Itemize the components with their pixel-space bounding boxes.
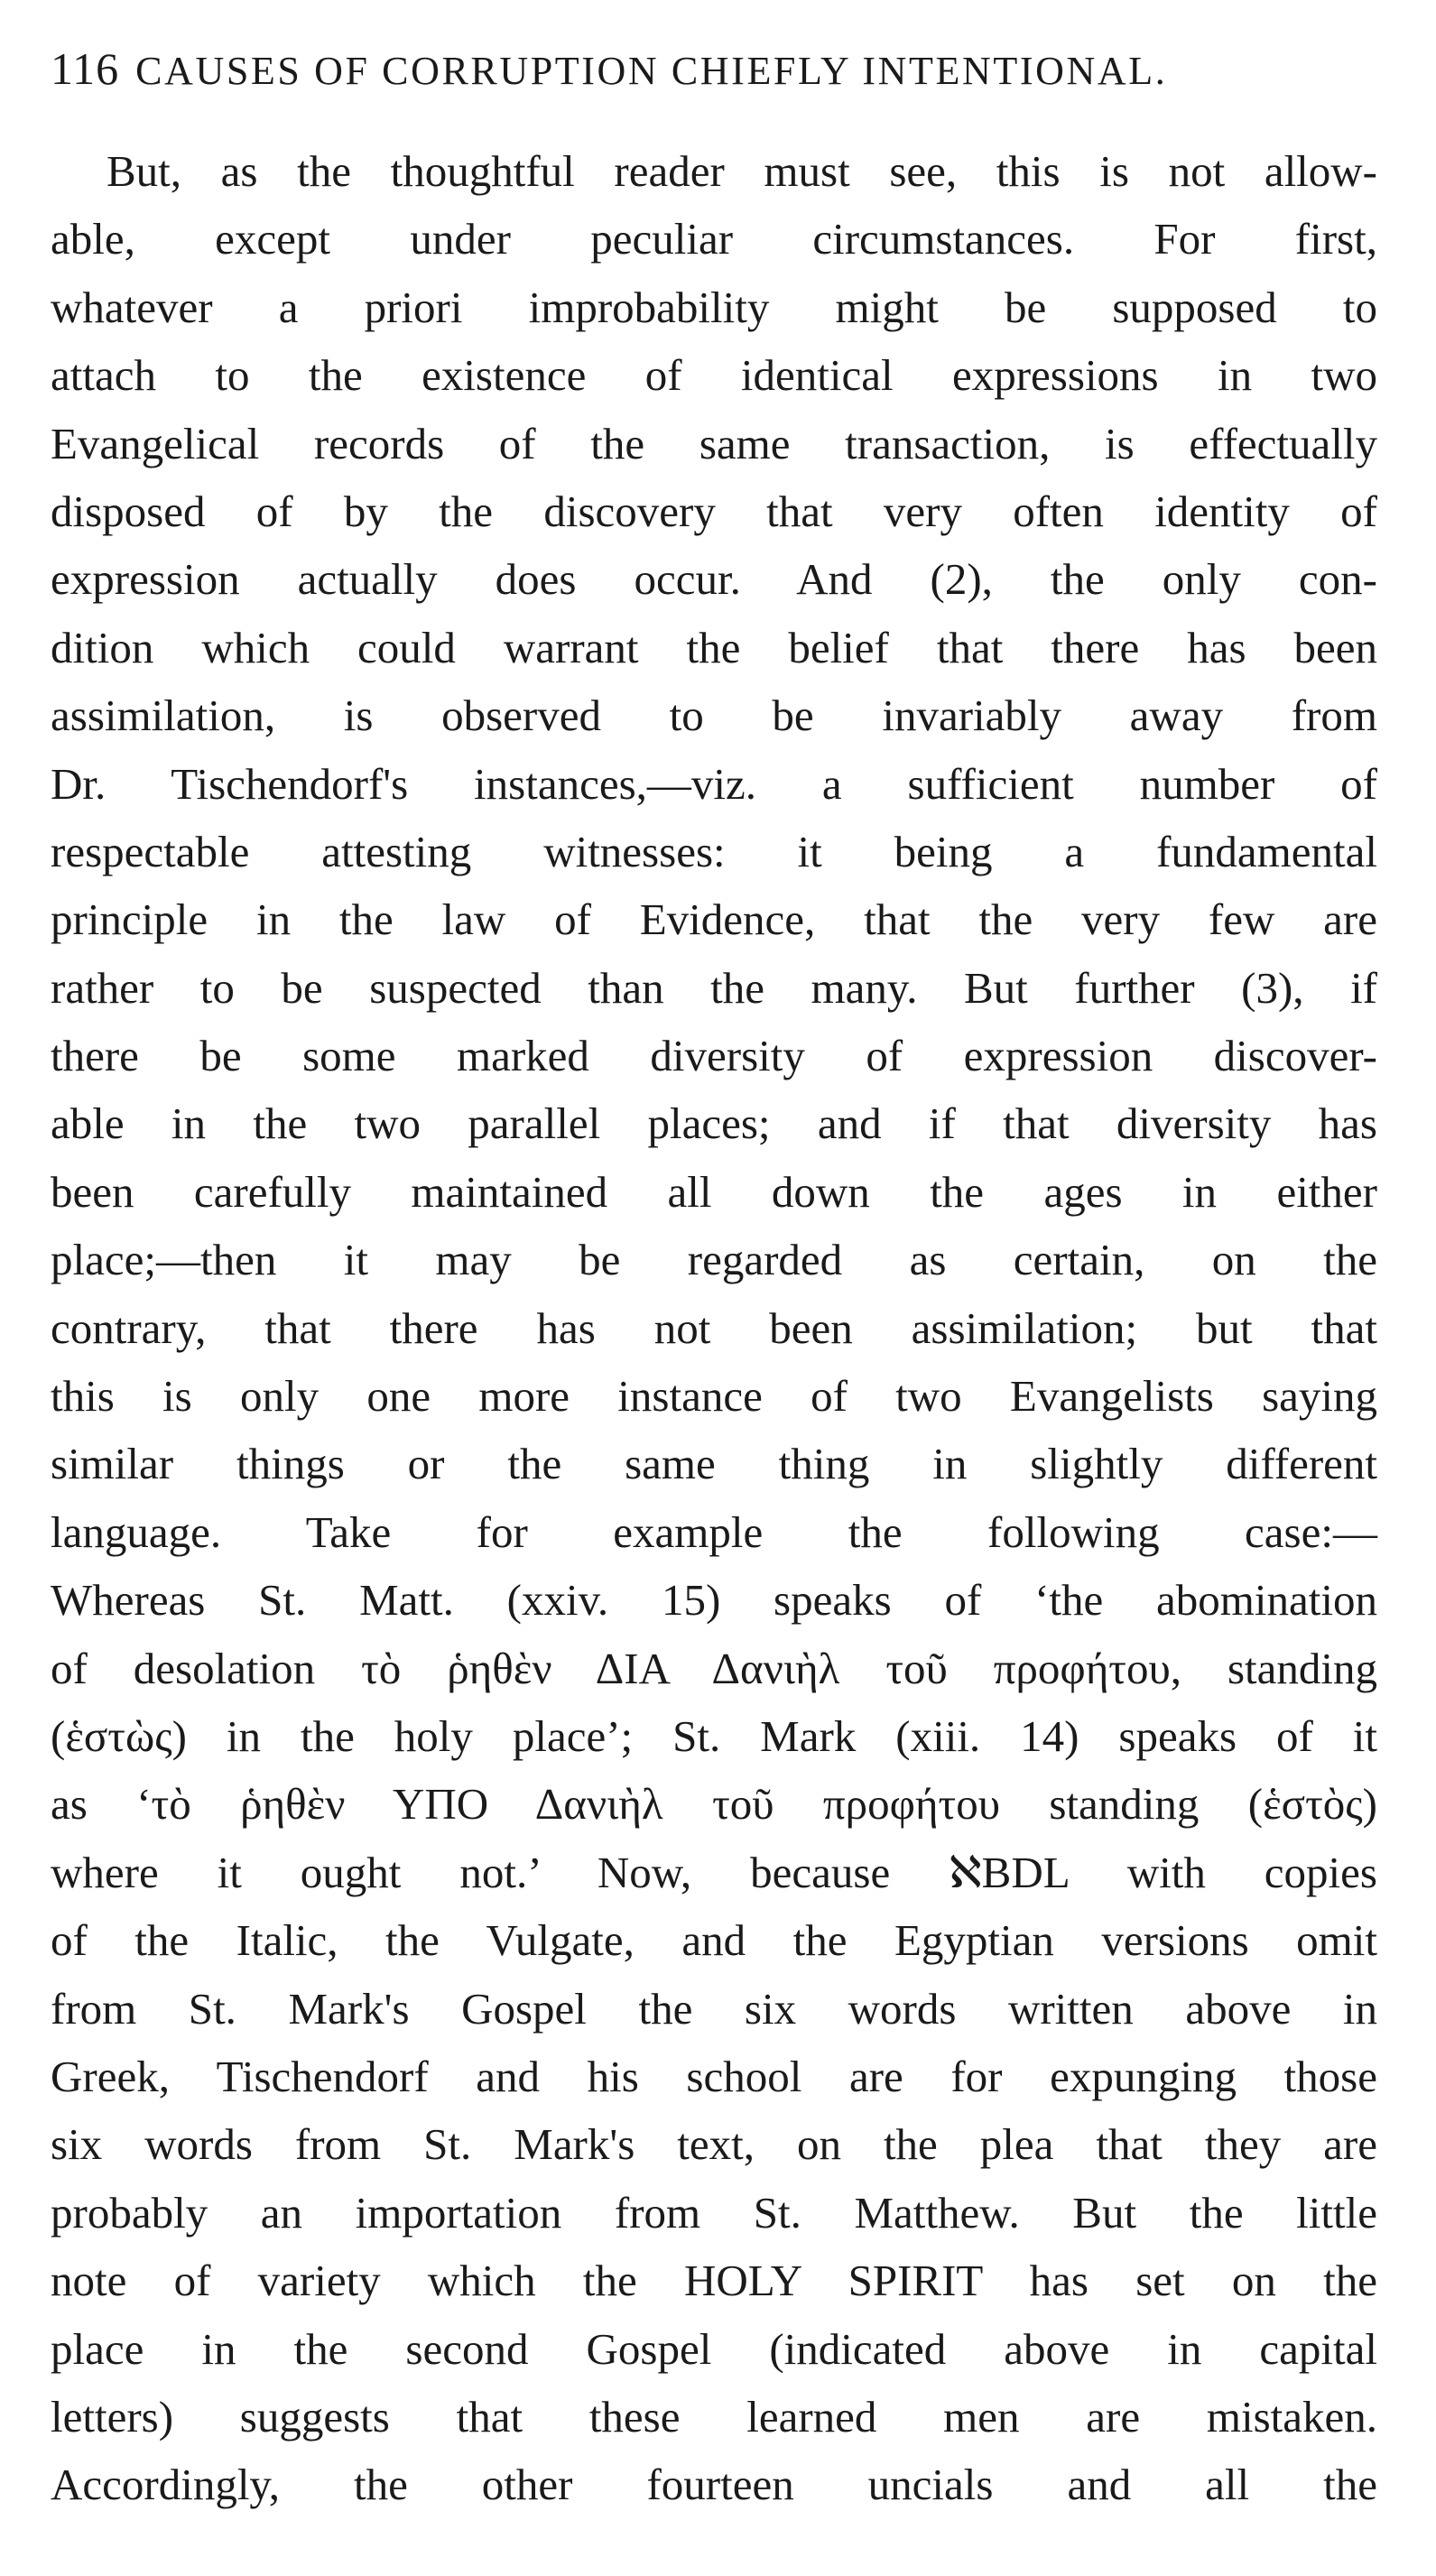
text-line: But, as the thoughtful reader must see, this is not allow-: [107, 146, 1377, 196]
text-line: from St. Mark's Gospel the six words written above in: [51, 1983, 1377, 2034]
text-line: expression actually does occur. And (2), the only con-: [51, 554, 1377, 605]
text-line: similar things or the same thing in slightly different: [51, 1439, 1377, 1489]
text-line: there be some marked diversity of expression discover-: [51, 1031, 1377, 1081]
text-line: disposed of by the discovery that very often identity of: [51, 486, 1377, 536]
text-line: Whereas St. Matt. (xxiv. 15) speaks of ‘the abomination: [51, 1575, 1377, 1626]
text-line: where it ought not.’ Now, because ℵBDL with copies: [51, 1847, 1377, 1897]
text-line: place in the second Gospel (indicated above in capital: [51, 2323, 1377, 2374]
text-line: letters) suggests that these learned men are mistaken.: [51, 2391, 1377, 2442]
text-line: six words from St. Mark's text, on the plea that they are: [51, 2119, 1377, 2170]
text-line: dition which could warrant the belief that there has been: [51, 622, 1377, 672]
text-line: Greek, Tischendorf and his school are for expunging those: [51, 2051, 1377, 2101]
running-title: CAUSES OF CORRUPTION CHIEFLY INTENTIONAL.: [135, 49, 1168, 93]
text-line: of desolation τὸ ῥηθὲν ΔΙΑ Δανιὴλ τοῦ προφήτου, standing: [51, 1643, 1377, 1693]
text-line: rather to be suspected than the many. But further (3), if: [51, 962, 1377, 1013]
text-line: attach to the existence of identical expressions in two: [51, 350, 1377, 401]
body-paragraph: [51, 137, 1377, 2519]
running-head: [51, 32, 1377, 105]
text-line: principle in the law of Evidence, that the very few are: [51, 894, 1377, 945]
text-line: place;—then it may be regarded as certain, on the: [51, 1235, 1377, 1285]
text-line: contrary, that there has not been assimilation; but that: [51, 1302, 1377, 1353]
text-line: (ἑστὼς) in the holy place’; St. Mark (xiii. 14) speaks of it: [51, 1710, 1377, 1761]
text-line: of the Italic, the Vulgate, and the Egyptian versions omit: [51, 1915, 1377, 1966]
text-line: this is only one more instance of two Evangelists saying: [51, 1371, 1377, 1422]
text-line: Dr. Tischendorf's instances,—viz. a sufficient number of: [51, 758, 1377, 809]
text-line: note of variety which the HOLY SPIRIT has set on the: [51, 2256, 1377, 2306]
text-line: as ‘τὸ ῥηθὲν ΥΠΟ Δανιὴλ τοῦ προφήτου standing (ἑστὸς): [51, 1779, 1377, 1830]
text-line: language. Take for example the following case:—: [51, 1506, 1377, 1557]
text-line: able, except under peculiar circumstances. For first,: [51, 214, 1377, 264]
text-line: Accordingly, the other fourteen uncials and all the: [51, 2460, 1377, 2510]
text-line: respectable attesting witnesses: it being a fundamental: [51, 826, 1377, 876]
text-line: able in the two parallel places; and if that diversity has: [51, 1098, 1377, 1149]
text-line: Evangelical records of the same transaction, is effectually: [51, 418, 1377, 468]
text-line: been carefully maintained all down the ages in either: [51, 1166, 1377, 1217]
text-line: probably an importation from St. Matthew. But the little: [51, 2187, 1377, 2238]
page-number: 116: [51, 43, 120, 94]
text-line: whatever a priori improbability might be supposed to: [51, 282, 1377, 332]
text-line: assimilation, is observed to be invariably away from: [51, 690, 1377, 741]
